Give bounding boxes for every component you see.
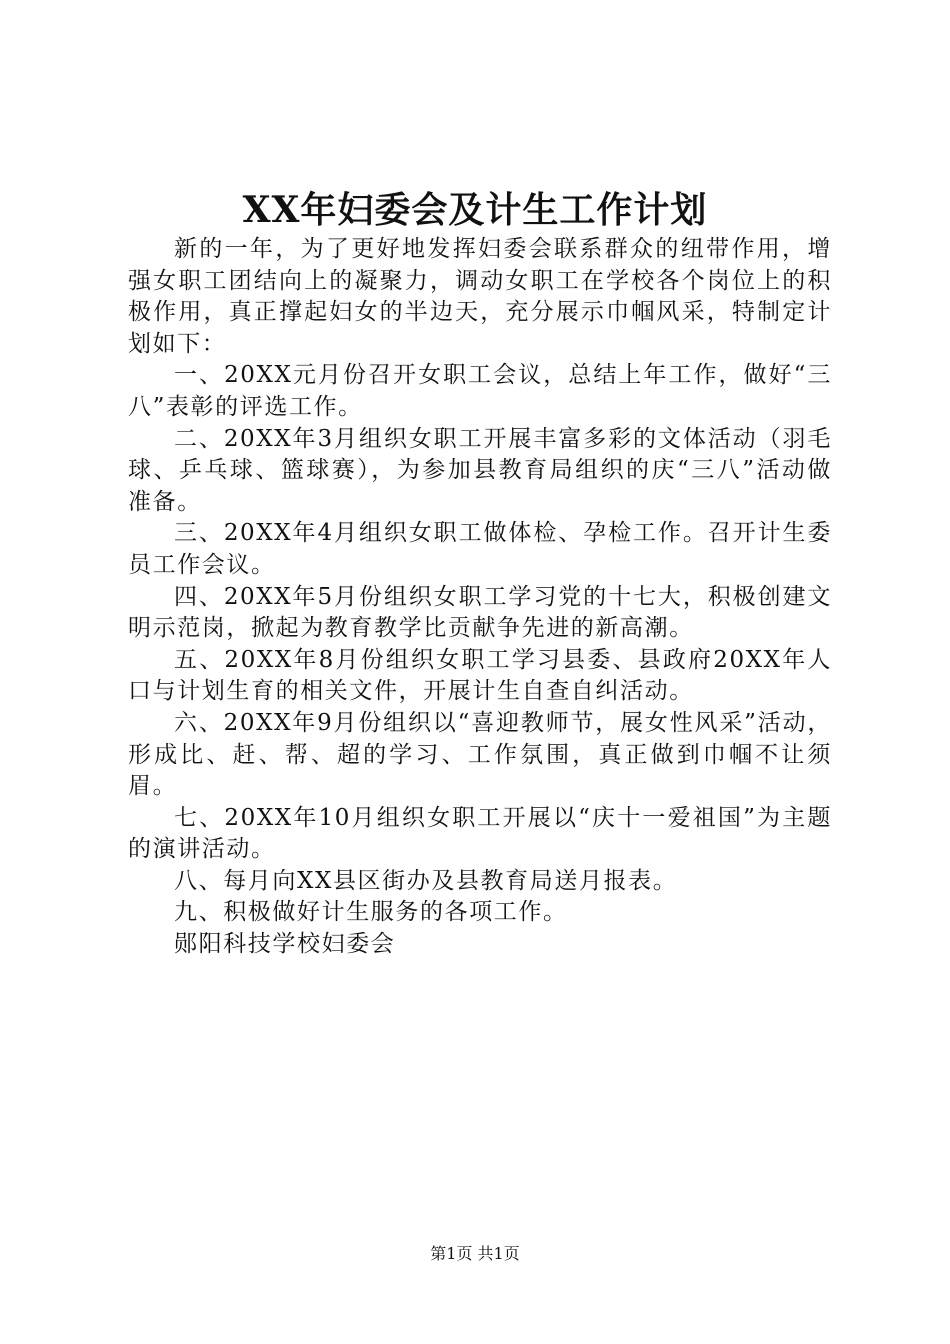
document-title: XX年妇委会及计生工作计划 — [242, 189, 708, 231]
paragraph-item-1: 一、20XX元月份召开女职工会议，总结上年工作，做好“三八”表彰的评选工作。 — [128, 362, 832, 420]
paragraph-item-3: 三、20XX年4月组织女职工做体检、孕检工作。召开计生委员工作会议。 — [128, 520, 832, 578]
paragraph-item-9: 九、积极做好计生服务的各项工作。 — [174, 899, 568, 926]
document-body — [128, 234, 832, 961]
paragraph-item-5: 五、20XX年8月份组织女职工学习县委、县政府20XX年人口与计划生育的相关文件，开展计生自查自纠活动。 — [128, 646, 832, 705]
paragraph-intro: 新的一年，为了更好地发挥妇委会联系群众的纽带作用，增强女职工团结向上的凝聚力，调动女职工在学校各个岗位上的积极作用，真正撑起妇女的半边天，充分展示巾帼风采，特制定计划如下： — [128, 236, 832, 357]
paragraph-item-7: 七、20XX年10月组织女职工开展以“庆十一爱祖国”为主题的演讲活动。 — [128, 804, 832, 863]
paragraph-item-4: 四、20XX年5月份组织女职工学习党的十七大，积极创建文明示范岗，掀起为教育教学比贡献争先进的新高潮。 — [128, 583, 832, 642]
paragraph-item-6: 六、20XX年9月份组织以“喜迎教师节，展女性风采”活动，形成比、赶、帮、超的学习、工作氛围，真正做到巾帼不让须眉。 — [128, 709, 832, 800]
paragraph-item-8: 八、每月向XX县区街办及县教育局送月报表。 — [174, 867, 678, 894]
page-footer: 第1页 共1页 — [430, 1244, 520, 1263]
paragraph-item-2: 二、20XX年3月组织女职工开展丰富多彩的文体活动（羽毛球、乒乓球、篮球赛），为参加县教育局组织的庆“三八”活动做准备。 — [128, 425, 832, 515]
signature: 郧阳科技学校妇委会 — [174, 931, 396, 958]
